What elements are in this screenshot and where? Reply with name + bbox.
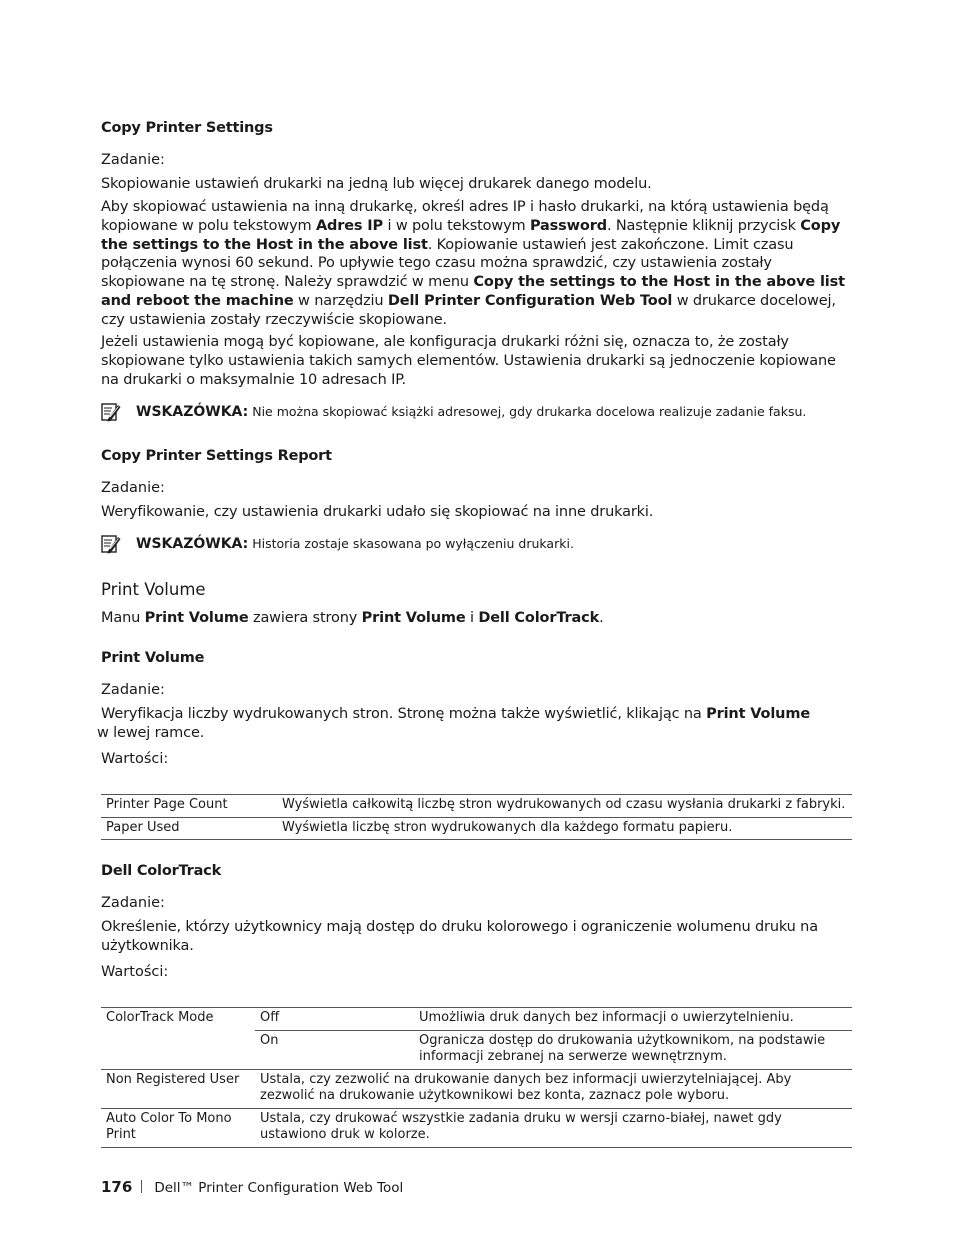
page-number: 176 xyxy=(101,1178,133,1196)
table-cell-desc: Wyświetla liczbę stron wydrukowanych dla każdego formatu papieru. xyxy=(277,817,852,840)
note-text: Historia zostaje skasowana po wyłączeniu drukarki. xyxy=(248,536,574,551)
paragraph-colortrack-desc: Określenie, którzy użytkownicy mają dostęp do druku kolorowego i ograniczenie wolumenu druku na użytkownika. xyxy=(101,919,818,954)
table-cell-name: ColorTrack Mode xyxy=(101,1008,255,1070)
note-text: Nie można skopiować książki adresowej, gdy drukarka docelowa realizuje zadanie faksu. xyxy=(248,404,807,419)
paragraph-copy-desc: Skopiowanie ustawień drukarki na jedną lub więcej drukarek danego modelu. xyxy=(101,176,652,192)
table-cell-desc: Ogranicza dostęp do drukowania użytkownikom, na podstawie informacji zebranej na serwerze wewnętrznym. xyxy=(414,1030,852,1069)
table-cell-desc: Wyświetla całkowitą liczbę stron wydrukowanych od czasu wysłania drukarki z fabryki. xyxy=(277,795,852,818)
label-zadanie: Zadanie: xyxy=(101,480,165,496)
paragraph-report-desc: Weryfikowanie, czy ustawienia drukarki udało się skopiować na inne drukarki. xyxy=(101,504,654,520)
note-copy-settings xyxy=(101,402,852,424)
page-footer xyxy=(101,1178,403,1196)
table-row xyxy=(101,1069,852,1108)
footer-title: Dell™ Printer Configuration Web Tool xyxy=(154,1180,404,1196)
table-cell-name: Printer Page Count xyxy=(101,795,277,818)
table-cell-desc: Ustala, czy zezwolić na drukowanie danych bez informacji uwierzytelniającej. Aby zezwolić na drukowanie użytkownikowi bez konta, zaznacz pole wyboru. xyxy=(255,1069,852,1108)
table-cell-desc: Ustala, czy drukować wszystkie zadania druku w wersji czarno-białej, nawet gdy ustawiono druk w kolorze. xyxy=(255,1108,852,1147)
heading-print-volume-section: Print Volume xyxy=(101,580,206,599)
table-cell-value: On xyxy=(255,1030,414,1069)
colortrack-table xyxy=(101,1007,852,1148)
table-row xyxy=(101,795,852,818)
pencil-note-icon xyxy=(101,402,121,422)
note-copy-report xyxy=(101,534,852,556)
paragraph-print-volume-desc: Weryfikacja liczby wydrukowanych stron. Stronę można także wyświetlić, klikając na Print Volume w lewej ramce. xyxy=(97,706,811,741)
label-zadanie: Zadanie: xyxy=(101,895,165,911)
table-cell-name: Auto Color To Mono Print xyxy=(101,1108,255,1147)
label-zadanie: Zadanie: xyxy=(101,682,165,698)
heading-print-volume: Print Volume xyxy=(101,650,205,666)
label-wartosci: Wartości: xyxy=(101,751,169,767)
note-label: WSKAZÓWKA: xyxy=(136,404,249,420)
heading-copy-printer-settings: Copy Printer Settings xyxy=(101,120,273,136)
print-volume-table xyxy=(101,794,852,840)
table-row xyxy=(101,1008,852,1031)
label-wartosci: Wartości: xyxy=(101,964,169,980)
heading-dell-colortrack: Dell ColorTrack xyxy=(101,863,222,879)
table-cell-desc: Umożliwia druk danych bez informacji o uwierzytelnieniu. xyxy=(414,1008,852,1031)
table-cell-value: Off xyxy=(255,1008,414,1031)
note-label: WSKAZÓWKA: xyxy=(136,536,249,552)
table-cell-name: Non Registered User xyxy=(101,1069,255,1108)
table-cell-name: Paper Used xyxy=(101,817,277,840)
table-row xyxy=(101,817,852,840)
label-zadanie: Zadanie: xyxy=(101,152,165,168)
table-row xyxy=(101,1108,852,1147)
paragraph-print-volume-menu: Manu Print Volume zawiera strony Print Volume i Dell ColorTrack. xyxy=(101,610,604,626)
paragraph-copy-limits: Jeżeli ustawienia mogą być kopiowane, ale konfiguracja drukarki różni się, oznacza to, że zostały skopiowane tylko ustawienia takich samych elementów. Ustawienia drukarki są jednoczenie kopiowane na drukarki o maksymalnie 10 adresach IP. xyxy=(101,334,836,388)
pencil-note-icon xyxy=(101,534,121,554)
heading-copy-printer-settings-report: Copy Printer Settings Report xyxy=(101,448,332,464)
footer-divider xyxy=(141,1180,142,1193)
paragraph-copy-instructions: Aby skopiować ustawienia na inną drukarkę, określ adres IP i hasło drukarki, na którą ustawienia będą kopiowane w polu tekstowym Adres IP i w polu tekstowym Password. Następnie kliknij przycisk Copy the settings to the Host in the above list. Kopiowanie ustawień jest zakończone. Limit czasu połączenia wynosi 60 sekund. Po upływie tego czasu można sprawdzić, czy ustawienia zostały skopiowane na tę stronę. Należy sprawdzić w menu Copy the settings to the Host in the above list and reboot the machine w narzędziu Dell Printer Configuration Web Tool w drukarce docelowej, czy ustawienia zostały rzeczywiście skopiowane. xyxy=(101,199,845,328)
